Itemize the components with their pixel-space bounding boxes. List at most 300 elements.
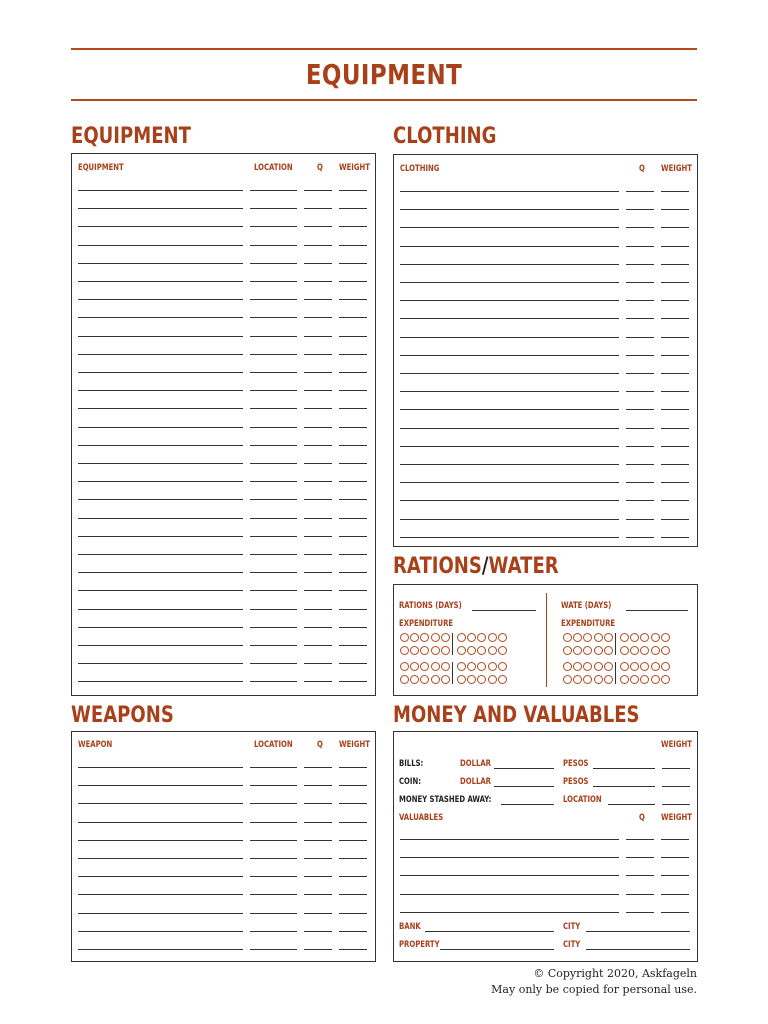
rations-expenditure-checkbox[interactable] (467, 675, 476, 684)
equipment-location-line[interactable] (250, 627, 297, 628)
weapons-weight-line[interactable] (339, 767, 367, 768)
clothing-q-line[interactable] (626, 282, 654, 283)
equipment-item-line[interactable] (78, 609, 243, 610)
valuables-item-line[interactable] (400, 857, 619, 858)
weapons-weight-line[interactable] (339, 858, 367, 859)
clothing-q-line[interactable] (626, 446, 654, 447)
clothing-q-line[interactable] (626, 300, 654, 301)
bank-line[interactable] (425, 931, 554, 932)
weapons-q-line[interactable] (304, 803, 332, 804)
equipment-item-line[interactable] (78, 408, 243, 409)
clothing-item-line[interactable] (400, 409, 619, 410)
weapons-location-line[interactable] (250, 894, 297, 895)
water-expenditure-checkbox[interactable] (583, 662, 592, 671)
water-expenditure-checkbox[interactable] (594, 646, 603, 655)
water-expenditure-checkbox[interactable] (583, 646, 592, 655)
weapons-location-line[interactable] (250, 785, 297, 786)
equipment-item-line[interactable] (78, 208, 243, 209)
equipment-weight-line[interactable] (339, 499, 367, 500)
equipment-q-line[interactable] (304, 445, 332, 446)
clothing-q-line[interactable] (626, 246, 654, 247)
equipment-location-line[interactable] (250, 263, 297, 264)
clothing-weight-line[interactable] (661, 337, 689, 338)
equipment-location-line[interactable] (250, 499, 297, 500)
equipment-location-line[interactable] (250, 208, 297, 209)
water-expenditure-checkbox[interactable] (620, 675, 629, 684)
clothing-q-line[interactable] (626, 191, 654, 192)
bank-city-line[interactable] (586, 931, 690, 932)
equipment-location-line[interactable] (250, 354, 297, 355)
weapons-item-line[interactable] (78, 858, 243, 859)
clothing-item-line[interactable] (400, 264, 619, 265)
rations-expenditure-checkbox[interactable] (420, 633, 429, 642)
water-expenditure-checkbox[interactable] (620, 646, 629, 655)
equipment-weight-line[interactable] (339, 263, 367, 264)
equipment-q-line[interactable] (304, 190, 332, 191)
clothing-weight-line[interactable] (661, 355, 689, 356)
equipment-weight-line[interactable] (339, 226, 367, 227)
equipment-item-line[interactable] (78, 536, 243, 537)
rations-expenditure-checkbox[interactable] (498, 646, 507, 655)
rations-expenditure-checkbox[interactable] (410, 675, 419, 684)
equipment-q-line[interactable] (304, 518, 332, 519)
water-expenditure-checkbox[interactable] (563, 633, 572, 642)
bills-weight-line[interactable] (662, 768, 690, 769)
equipment-item-line[interactable] (78, 427, 243, 428)
equipment-item-line[interactable] (78, 590, 243, 591)
equipment-item-line[interactable] (78, 463, 243, 464)
weapons-q-line[interactable] (304, 822, 332, 823)
coin-weight-line[interactable] (662, 786, 690, 787)
water-days-line[interactable] (626, 610, 688, 611)
clothing-item-line[interactable] (400, 482, 619, 483)
rations-expenditure-checkbox[interactable] (477, 662, 486, 671)
clothing-q-line[interactable] (626, 409, 654, 410)
rations-expenditure-checkbox[interactable] (420, 675, 429, 684)
rations-days-line[interactable] (472, 610, 536, 611)
equipment-weight-line[interactable] (339, 554, 367, 555)
water-expenditure-checkbox[interactable] (583, 675, 592, 684)
weapons-weight-line[interactable] (339, 876, 367, 877)
clothing-weight-line[interactable] (661, 246, 689, 247)
equipment-weight-line[interactable] (339, 390, 367, 391)
equipment-q-line[interactable] (304, 263, 332, 264)
water-expenditure-checkbox[interactable] (661, 646, 670, 655)
equipment-weight-line[interactable] (339, 445, 367, 446)
weapons-q-line[interactable] (304, 894, 332, 895)
rations-expenditure-checkbox[interactable] (431, 633, 440, 642)
equipment-location-line[interactable] (250, 281, 297, 282)
valuables-weight-line[interactable] (661, 875, 689, 876)
valuables-weight-line[interactable] (661, 839, 689, 840)
water-expenditure-checkbox[interactable] (573, 633, 582, 642)
equipment-item-line[interactable] (78, 554, 243, 555)
clothing-q-line[interactable] (626, 428, 654, 429)
clothing-item-line[interactable] (400, 537, 619, 538)
weapons-weight-line[interactable] (339, 931, 367, 932)
equipment-weight-line[interactable] (339, 463, 367, 464)
weapons-q-line[interactable] (304, 931, 332, 932)
rations-expenditure-checkbox[interactable] (441, 662, 450, 671)
clothing-q-line[interactable] (626, 464, 654, 465)
weapons-weight-line[interactable] (339, 840, 367, 841)
clothing-item-line[interactable] (400, 191, 619, 192)
clothing-weight-line[interactable] (661, 409, 689, 410)
rations-expenditure-checkbox[interactable] (488, 675, 497, 684)
water-expenditure-checkbox[interactable] (630, 662, 639, 671)
rations-expenditure-checkbox[interactable] (457, 633, 466, 642)
clothing-item-line[interactable] (400, 500, 619, 501)
equipment-q-line[interactable] (304, 499, 332, 500)
equipment-location-line[interactable] (250, 226, 297, 227)
equipment-item-line[interactable] (78, 299, 243, 300)
equipment-location-line[interactable] (250, 299, 297, 300)
coin-dollar-line[interactable] (494, 786, 554, 787)
clothing-item-line[interactable] (400, 246, 619, 247)
water-expenditure-checkbox[interactable] (640, 633, 649, 642)
clothing-weight-line[interactable] (661, 373, 689, 374)
water-expenditure-checkbox[interactable] (573, 662, 582, 671)
equipment-location-line[interactable] (250, 372, 297, 373)
equipment-weight-line[interactable] (339, 317, 367, 318)
valuables-q-line[interactable] (626, 857, 654, 858)
rations-expenditure-checkbox[interactable] (488, 646, 497, 655)
equipment-item-line[interactable] (78, 336, 243, 337)
water-expenditure-checkbox[interactable] (563, 646, 572, 655)
equipment-item-line[interactable] (78, 645, 243, 646)
water-expenditure-checkbox[interactable] (594, 675, 603, 684)
rations-expenditure-checkbox[interactable] (498, 675, 507, 684)
water-expenditure-checkbox[interactable] (651, 662, 660, 671)
weapons-item-line[interactable] (78, 876, 243, 877)
equipment-q-line[interactable] (304, 281, 332, 282)
weapons-weight-line[interactable] (339, 894, 367, 895)
equipment-item-line[interactable] (78, 245, 243, 246)
equipment-q-line[interactable] (304, 609, 332, 610)
clothing-weight-line[interactable] (661, 482, 689, 483)
equipment-item-line[interactable] (78, 263, 243, 264)
equipment-location-line[interactable] (250, 554, 297, 555)
water-expenditure-checkbox[interactable] (563, 662, 572, 671)
rations-expenditure-checkbox[interactable] (498, 633, 507, 642)
rations-expenditure-checkbox[interactable] (467, 646, 476, 655)
weapons-item-line[interactable] (78, 894, 243, 895)
clothing-q-line[interactable] (626, 482, 654, 483)
equipment-weight-line[interactable] (339, 354, 367, 355)
equipment-item-line[interactable] (78, 663, 243, 664)
equipment-item-line[interactable] (78, 372, 243, 373)
equipment-item-line[interactable] (78, 390, 243, 391)
water-expenditure-checkbox[interactable] (640, 662, 649, 671)
equipment-q-line[interactable] (304, 317, 332, 318)
equipment-weight-line[interactable] (339, 427, 367, 428)
rations-expenditure-checkbox[interactable] (467, 633, 476, 642)
clothing-weight-line[interactable] (661, 446, 689, 447)
weapons-item-line[interactable] (78, 913, 243, 914)
weapons-q-line[interactable] (304, 858, 332, 859)
clothing-item-line[interactable] (400, 428, 619, 429)
water-expenditure-checkbox[interactable] (604, 633, 613, 642)
equipment-q-line[interactable] (304, 390, 332, 391)
clothing-q-line[interactable] (626, 373, 654, 374)
water-expenditure-checkbox[interactable] (661, 633, 670, 642)
equipment-location-line[interactable] (250, 481, 297, 482)
equipment-q-line[interactable] (304, 372, 332, 373)
property-city-line[interactable] (586, 949, 690, 950)
water-expenditure-checkbox[interactable] (563, 675, 572, 684)
equipment-weight-line[interactable] (339, 190, 367, 191)
rations-expenditure-checkbox[interactable] (498, 662, 507, 671)
equipment-location-line[interactable] (250, 681, 297, 682)
water-expenditure-checkbox[interactable] (573, 646, 582, 655)
equipment-weight-line[interactable] (339, 536, 367, 537)
equipment-location-line[interactable] (250, 427, 297, 428)
rations-expenditure-checkbox[interactable] (400, 662, 409, 671)
equipment-location-line[interactable] (250, 445, 297, 446)
coin-pesos-line[interactable] (593, 786, 655, 787)
water-expenditure-checkbox[interactable] (594, 633, 603, 642)
equipment-q-line[interactable] (304, 590, 332, 591)
clothing-weight-line[interactable] (661, 318, 689, 319)
equipment-location-line[interactable] (250, 663, 297, 664)
equipment-weight-line[interactable] (339, 372, 367, 373)
equipment-location-line[interactable] (250, 609, 297, 610)
equipment-location-line[interactable] (250, 390, 297, 391)
water-expenditure-checkbox[interactable] (583, 633, 592, 642)
clothing-item-line[interactable] (400, 282, 619, 283)
rations-expenditure-checkbox[interactable] (420, 646, 429, 655)
rations-expenditure-checkbox[interactable] (400, 646, 409, 655)
rations-expenditure-checkbox[interactable] (457, 675, 466, 684)
equipment-q-line[interactable] (304, 536, 332, 537)
clothing-weight-line[interactable] (661, 391, 689, 392)
clothing-item-line[interactable] (400, 227, 619, 228)
equipment-item-line[interactable] (78, 481, 243, 482)
equipment-item-line[interactable] (78, 499, 243, 500)
valuables-weight-line[interactable] (661, 912, 689, 913)
equipment-item-line[interactable] (78, 627, 243, 628)
equipment-location-line[interactable] (250, 245, 297, 246)
stashed-weight-line[interactable] (662, 804, 690, 805)
weapons-location-line[interactable] (250, 931, 297, 932)
weapons-location-line[interactable] (250, 822, 297, 823)
equipment-weight-line[interactable] (339, 627, 367, 628)
clothing-q-line[interactable] (626, 264, 654, 265)
clothing-item-line[interactable] (400, 318, 619, 319)
valuables-item-line[interactable] (400, 839, 619, 840)
equipment-q-line[interactable] (304, 336, 332, 337)
rations-expenditure-checkbox[interactable] (400, 633, 409, 642)
bills-dollar-line[interactable] (494, 768, 554, 769)
water-expenditure-checkbox[interactable] (620, 662, 629, 671)
rations-expenditure-checkbox[interactable] (410, 662, 419, 671)
water-expenditure-checkbox[interactable] (604, 662, 613, 671)
weapons-q-line[interactable] (304, 949, 332, 950)
equipment-location-line[interactable] (250, 336, 297, 337)
valuables-weight-line[interactable] (661, 894, 689, 895)
equipment-item-line[interactable] (78, 354, 243, 355)
equipment-location-line[interactable] (250, 590, 297, 591)
equipment-location-line[interactable] (250, 317, 297, 318)
equipment-q-line[interactable] (304, 645, 332, 646)
equipment-item-line[interactable] (78, 317, 243, 318)
weapons-q-line[interactable] (304, 767, 332, 768)
clothing-weight-line[interactable] (661, 428, 689, 429)
clothing-item-line[interactable] (400, 391, 619, 392)
weapons-q-line[interactable] (304, 876, 332, 877)
clothing-q-line[interactable] (626, 318, 654, 319)
stashed-location-line[interactable] (608, 804, 655, 805)
valuables-q-line[interactable] (626, 894, 654, 895)
clothing-q-line[interactable] (626, 337, 654, 338)
valuables-item-line[interactable] (400, 912, 619, 913)
weapons-item-line[interactable] (78, 949, 243, 950)
valuables-item-line[interactable] (400, 894, 619, 895)
equipment-location-line[interactable] (250, 536, 297, 537)
rations-expenditure-checkbox[interactable] (457, 662, 466, 671)
clothing-weight-line[interactable] (661, 282, 689, 283)
clothing-weight-line[interactable] (661, 300, 689, 301)
property-line[interactable] (440, 949, 554, 950)
valuables-weight-line[interactable] (661, 857, 689, 858)
clothing-item-line[interactable] (400, 446, 619, 447)
equipment-weight-line[interactable] (339, 408, 367, 409)
rations-expenditure-checkbox[interactable] (431, 662, 440, 671)
weapons-item-line[interactable] (78, 931, 243, 932)
weapons-location-line[interactable] (250, 840, 297, 841)
equipment-q-line[interactable] (304, 427, 332, 428)
equipment-location-line[interactable] (250, 190, 297, 191)
weapons-weight-line[interactable] (339, 822, 367, 823)
valuables-item-line[interactable] (400, 875, 619, 876)
equipment-weight-line[interactable] (339, 245, 367, 246)
clothing-q-line[interactable] (626, 500, 654, 501)
equipment-location-line[interactable] (250, 572, 297, 573)
equipment-item-line[interactable] (78, 681, 243, 682)
rations-expenditure-checkbox[interactable] (441, 646, 450, 655)
weapons-item-line[interactable] (78, 803, 243, 804)
valuables-q-line[interactable] (626, 912, 654, 913)
equipment-weight-line[interactable] (339, 590, 367, 591)
clothing-weight-line[interactable] (661, 537, 689, 538)
weapons-location-line[interactable] (250, 876, 297, 877)
clothing-weight-line[interactable] (661, 264, 689, 265)
water-expenditure-checkbox[interactable] (630, 646, 639, 655)
water-expenditure-checkbox[interactable] (573, 675, 582, 684)
rations-expenditure-checkbox[interactable] (488, 633, 497, 642)
clothing-weight-line[interactable] (661, 464, 689, 465)
equipment-weight-line[interactable] (339, 609, 367, 610)
weapons-q-line[interactable] (304, 785, 332, 786)
equipment-weight-line[interactable] (339, 281, 367, 282)
clothing-q-line[interactable] (626, 209, 654, 210)
water-expenditure-checkbox[interactable] (651, 633, 660, 642)
equipment-weight-line[interactable] (339, 572, 367, 573)
equipment-item-line[interactable] (78, 572, 243, 573)
bills-pesos-line[interactable] (593, 768, 655, 769)
clothing-weight-line[interactable] (661, 191, 689, 192)
equipment-item-line[interactable] (78, 445, 243, 446)
water-expenditure-checkbox[interactable] (594, 662, 603, 671)
clothing-item-line[interactable] (400, 373, 619, 374)
equipment-weight-line[interactable] (339, 645, 367, 646)
water-expenditure-checkbox[interactable] (604, 675, 613, 684)
equipment-weight-line[interactable] (339, 663, 367, 664)
clothing-item-line[interactable] (400, 355, 619, 356)
equipment-item-line[interactable] (78, 518, 243, 519)
weapons-q-line[interactable] (304, 840, 332, 841)
weapons-location-line[interactable] (250, 767, 297, 768)
stashed-line[interactable] (501, 804, 554, 805)
equipment-weight-line[interactable] (339, 481, 367, 482)
clothing-item-line[interactable] (400, 464, 619, 465)
rations-expenditure-checkbox[interactable] (441, 675, 450, 684)
valuables-q-line[interactable] (626, 875, 654, 876)
equipment-q-line[interactable] (304, 554, 332, 555)
clothing-q-line[interactable] (626, 355, 654, 356)
weapons-item-line[interactable] (78, 785, 243, 786)
clothing-weight-line[interactable] (661, 227, 689, 228)
equipment-location-line[interactable] (250, 463, 297, 464)
weapons-item-line[interactable] (78, 840, 243, 841)
clothing-q-line[interactable] (626, 537, 654, 538)
weapons-location-line[interactable] (250, 858, 297, 859)
weapons-q-line[interactable] (304, 913, 332, 914)
equipment-q-line[interactable] (304, 354, 332, 355)
water-expenditure-checkbox[interactable] (651, 646, 660, 655)
clothing-item-line[interactable] (400, 337, 619, 338)
clothing-q-line[interactable] (626, 227, 654, 228)
equipment-q-line[interactable] (304, 463, 332, 464)
clothing-item-line[interactable] (400, 300, 619, 301)
weapons-item-line[interactable] (78, 767, 243, 768)
equipment-weight-line[interactable] (339, 299, 367, 300)
equipment-weight-line[interactable] (339, 681, 367, 682)
clothing-weight-line[interactable] (661, 209, 689, 210)
equipment-item-line[interactable] (78, 190, 243, 191)
clothing-weight-line[interactable] (661, 519, 689, 520)
rations-expenditure-checkbox[interactable] (410, 646, 419, 655)
equipment-item-line[interactable] (78, 226, 243, 227)
valuables-q-line[interactable] (626, 839, 654, 840)
rations-expenditure-checkbox[interactable] (477, 646, 486, 655)
weapons-location-line[interactable] (250, 949, 297, 950)
weapons-weight-line[interactable] (339, 785, 367, 786)
clothing-item-line[interactable] (400, 519, 619, 520)
clothing-q-line[interactable] (626, 519, 654, 520)
equipment-weight-line[interactable] (339, 208, 367, 209)
weapons-item-line[interactable] (78, 822, 243, 823)
rations-expenditure-checkbox[interactable] (410, 633, 419, 642)
equipment-q-line[interactable] (304, 245, 332, 246)
clothing-q-line[interactable] (626, 391, 654, 392)
equipment-q-line[interactable] (304, 627, 332, 628)
weapons-location-line[interactable] (250, 913, 297, 914)
rations-expenditure-checkbox[interactable] (441, 633, 450, 642)
weapons-weight-line[interactable] (339, 803, 367, 804)
water-expenditure-checkbox[interactable] (620, 633, 629, 642)
equipment-q-line[interactable] (304, 408, 332, 409)
equipment-q-line[interactable] (304, 226, 332, 227)
water-expenditure-checkbox[interactable] (604, 646, 613, 655)
rations-expenditure-checkbox[interactable] (457, 646, 466, 655)
rations-expenditure-checkbox[interactable] (400, 675, 409, 684)
water-expenditure-checkbox[interactable] (640, 646, 649, 655)
water-expenditure-checkbox[interactable] (661, 675, 670, 684)
equipment-location-line[interactable] (250, 518, 297, 519)
water-expenditure-checkbox[interactable] (661, 662, 670, 671)
water-expenditure-checkbox[interactable] (640, 675, 649, 684)
